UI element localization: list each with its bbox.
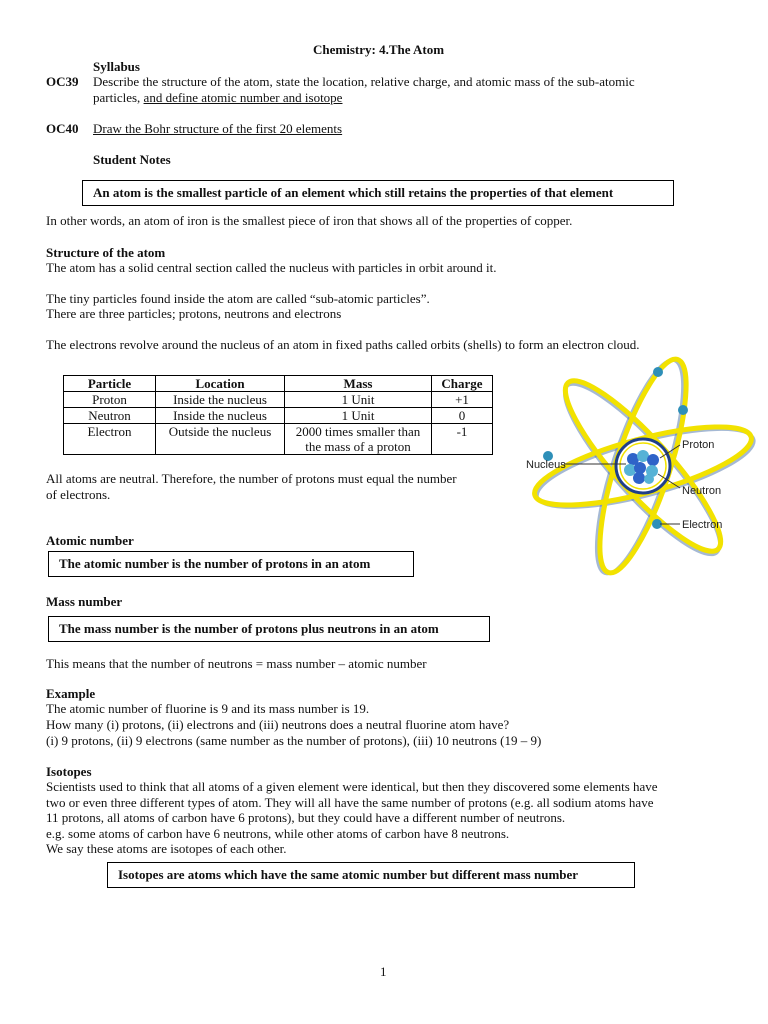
nucleus-label: Nucleus — [526, 459, 566, 471]
neutron — [624, 464, 636, 476]
syllabus-code-oc39: OC39 — [46, 74, 79, 89]
structure-p2b: There are three particles; protons, neutrons and electrons — [46, 306, 342, 321]
electron-mass-line2: the mass of a proton — [305, 439, 411, 454]
table-cell: Electron — [64, 424, 156, 455]
table-cell: 1 Unit — [285, 392, 432, 408]
electron-mass-line1: 2000 times smaller than — [295, 424, 421, 439]
syllabus-oc40-text: Draw the Bohr structure of the first 20 elements — [93, 121, 343, 136]
structure-heading: Structure of the atom — [46, 245, 166, 260]
table-row — [64, 392, 493, 408]
table-header-cell: Charge — [432, 376, 493, 392]
atomic-number-box: The atomic number is the number of protons in an atom — [48, 551, 414, 577]
electron — [678, 405, 688, 415]
proton-label: Proton — [682, 439, 715, 451]
isotopes-line: 11 protons, all atoms of carbon have 6 protons), but they could have a different number of neutrons. — [46, 810, 566, 825]
table-header-cell: Location — [156, 376, 285, 392]
syllabus-heading: Syllabus — [93, 59, 140, 74]
isotopes-line: We say these atoms are isotopes of each other. — [46, 841, 287, 856]
atom-diagram — [520, 350, 768, 610]
mass-number-heading: Mass number — [46, 594, 123, 609]
table-cell — [285, 424, 432, 455]
isotopes-line: two or even three different types of atom. They will all have the same number of protons (e.g. all sodium atoms have — [46, 795, 654, 810]
structure-p3: The electrons revolve around the nucleus of an atom in fixed paths called orbits (shells) to form an electron cloud. — [46, 337, 640, 352]
mass-number-box: The mass number is the number of protons plus neutrons in an atom — [48, 616, 490, 642]
table-cell: 0 — [432, 408, 493, 424]
electron-label: Electron — [682, 519, 723, 531]
table-header-cell: Particle — [64, 376, 156, 392]
table-row — [64, 424, 493, 455]
syllabus-oc39-line2 — [93, 90, 342, 105]
mass-number-note: This means that the number of neutrons = mass number – atomic number — [46, 656, 427, 671]
atom-definition-box: An atom is the smallest particle of an element which still retains the properties of that element — [82, 180, 674, 206]
example-line2: How many (i) protons, (ii) electrons and (iii) neutrons does a neutral fluorine atom have? — [46, 717, 510, 732]
page-title: Chemistry: 4.The Atom — [313, 42, 445, 57]
proton — [647, 454, 659, 466]
table-header-row — [64, 376, 493, 392]
table-cell: Proton — [64, 392, 156, 408]
neutron-label: Neutron — [682, 485, 722, 497]
table-cell: -1 — [432, 424, 493, 455]
neutron — [644, 474, 654, 484]
isotopes-line: Scientists used to think that all atoms of a given element were identical, but then they discovered some elements have — [46, 779, 658, 794]
proton — [633, 472, 645, 484]
structure-p2a: The tiny particles found inside the atom are called “sub-atomic particles”. — [46, 291, 430, 306]
isotopes-definition-box: Isotopes are atoms which have the same atomic number but different mass number — [107, 862, 635, 888]
isotopes-line: e.g. some atoms of carbon have 6 neutrons, while other atoms of carbon have 8 neutrons. — [46, 826, 510, 841]
isotopes-heading: Isotopes — [46, 764, 92, 779]
structure-p1: The atom has a solid central section called the nucleus with particles in orbit around it. — [46, 260, 497, 275]
syllabus-oc39-line2-underlined: and define atomic number and isotope — [143, 90, 343, 105]
table-cell: Outside the nucleus — [156, 424, 285, 455]
student-notes-heading: Student Notes — [93, 152, 171, 167]
table-cell: 1 Unit — [285, 408, 432, 424]
table-cell: +1 — [432, 392, 493, 408]
example-line3: (i) 9 protons, (ii) 9 electrons (same number as the number of protons), (iii) 10 neutrons (19 – 9) — [46, 733, 542, 748]
table-header-cell: Mass — [285, 376, 432, 392]
syllabus-oc39-line2-plain: particles, — [93, 90, 144, 105]
page-number: 1 — [380, 964, 387, 979]
neutral-line1: All atoms are neutral. Therefore, the number of protons must equal the number — [46, 471, 457, 486]
syllabus-code-oc40: OC40 — [46, 121, 79, 136]
table-row — [64, 408, 493, 424]
syllabus-oc39-line1: Describe the structure of the atom, state the location, relative charge, and atomic mass of the sub-atomic — [93, 74, 635, 89]
table-cell: Inside the nucleus — [156, 392, 285, 408]
table-cell: Inside the nucleus — [156, 408, 285, 424]
example-heading: Example — [46, 686, 96, 701]
particle-table — [63, 375, 493, 455]
atomic-number-heading: Atomic number — [46, 533, 134, 548]
neutral-line2: of electrons. — [46, 487, 111, 502]
table-cell: Neutron — [64, 408, 156, 424]
electron — [653, 367, 663, 377]
example-line1: The atomic number of fluorine is 9 and its mass number is 19. — [46, 701, 370, 716]
iron-sentence: In other words, an atom of iron is the smallest piece of iron that shows all of the properties of copper. — [46, 213, 573, 228]
